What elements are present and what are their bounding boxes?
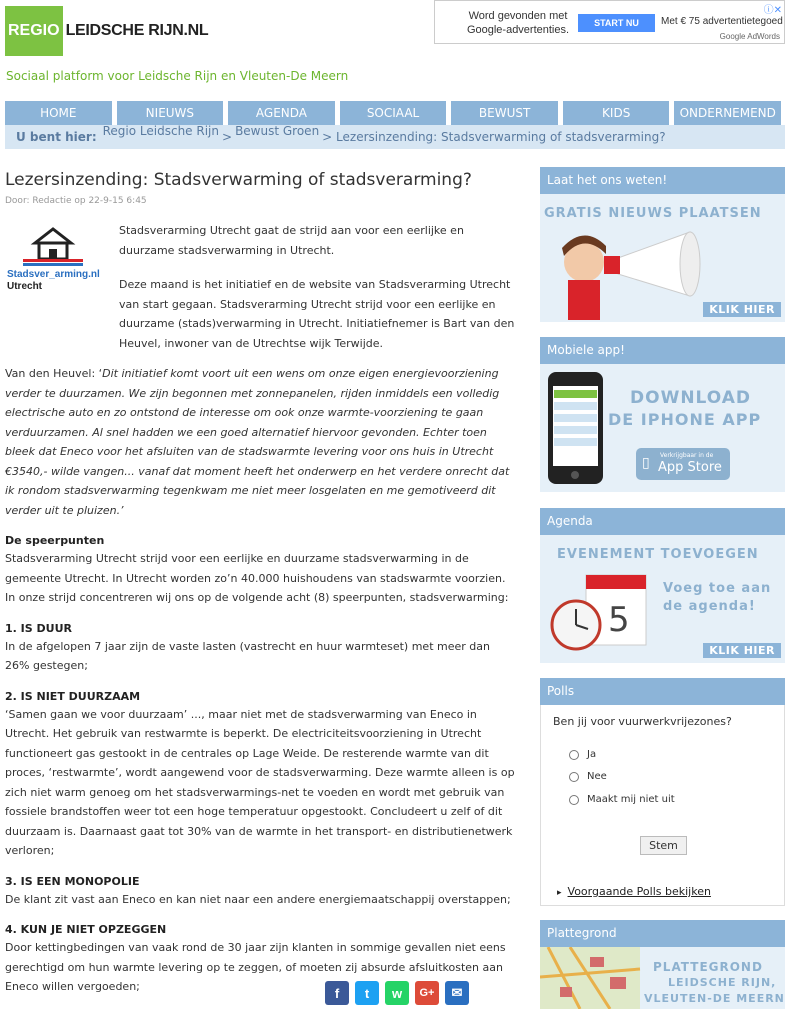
paragraph: De klant zit vast aan Eneco en kan niet naar een andere energiemaatschappij overstappen; bbox=[5, 892, 511, 906]
facebook-icon[interactable]: f bbox=[325, 981, 349, 1005]
nav-sociaal[interactable]: SOCIAAL bbox=[340, 101, 447, 125]
google-plus-icon[interactable]: G+ bbox=[415, 981, 439, 1005]
paragraph-text: Deze maand is het initiatief en de website van Stadsverarming Utrecht van start gegaan. Stadsverarming Utrecht strijd voor een eerlijke en duurzame (stads)verwarming in Utrecht. Initiatiefnemer is Bart van den Heuvel, inwoner van de Utrechtse wijk Terwijde. bbox=[119, 278, 515, 350]
svg-text:5: 5 bbox=[608, 600, 630, 640]
map-title: PLATTEGROND bbox=[653, 960, 763, 974]
agenda-text: de agenda! bbox=[663, 599, 756, 614]
widget-title: Mobiele app! bbox=[540, 337, 785, 364]
previous-polls-link[interactable]: ▸ Voorgaande Polls bekijken bbox=[557, 885, 711, 898]
mail-icon[interactable]: ✉ bbox=[445, 981, 469, 1005]
nav-home[interactable]: HOME bbox=[5, 101, 112, 125]
banner-text: GRATIS NIEUWS PLAATSEN bbox=[544, 206, 762, 221]
widget-title: Plattegrond bbox=[540, 920, 785, 947]
poll-option[interactable] bbox=[569, 749, 596, 760]
widget-title: Agenda bbox=[540, 508, 785, 535]
breadcrumb-home[interactable]: Regio Leidsche Rijn bbox=[102, 124, 219, 138]
iphone-app-banner[interactable] bbox=[540, 364, 785, 492]
klik-hier-button[interactable]: KLIK HIER bbox=[703, 302, 781, 317]
breadcrumb-current: > Lezersinzending: Stadsverwarming of stadsverarming? bbox=[322, 130, 666, 144]
poll-option-label: Ja bbox=[587, 749, 597, 760]
site-logo[interactable] bbox=[5, 5, 208, 57]
widget-agenda bbox=[540, 508, 785, 663]
ad-brand: Google AdWords bbox=[719, 32, 780, 41]
nav-ondernemend[interactable]: ONDERNEMEND bbox=[674, 101, 781, 125]
breadcrumb-sep: > bbox=[222, 130, 233, 144]
paragraph: Stadsverarming Utrecht gaat de strijd aan voor een eerlijke en duurzame stadsverwarming in Utrecht. bbox=[119, 224, 464, 257]
gratis-nieuws-banner[interactable] bbox=[540, 194, 785, 322]
quote-paragraph bbox=[5, 364, 515, 520]
radio-button[interactable] bbox=[569, 750, 579, 760]
ad-line1: Word gevonden met bbox=[468, 10, 568, 22]
article-title: Lezersinzending: Stadsverwarming of stadsverarming? bbox=[5, 170, 472, 190]
paragraph: Stadsverarming Utrecht strijd voor een eerlijke en duurzame stadsverwarming in de gemeente Utrecht. In Utrecht worden zo’n 40.000 huishoudens van stadswarmte voorzien. In onze strijd concentreren wij ons op de volgende acht (8) speerpunten, stadsverwarming: bbox=[5, 552, 509, 604]
ad-close-icon[interactable]: ⓘ✕ bbox=[763, 5, 782, 16]
section-heading: 1. IS DUUR bbox=[5, 621, 72, 635]
evenement-banner[interactable] bbox=[540, 535, 785, 663]
section-heading: 3. IS EEN MONOPOLIE bbox=[5, 874, 140, 888]
thumb-text: Stadsver_arming.nl bbox=[7, 269, 100, 280]
map-line3: VLEUTEN-DE MEERN bbox=[644, 992, 785, 1005]
radio-button[interactable] bbox=[569, 772, 579, 782]
nav-kids[interactable]: KIDS bbox=[563, 101, 670, 125]
twitter-icon[interactable]: t bbox=[355, 981, 379, 1005]
section-heading: De speerpunten bbox=[5, 534, 105, 547]
app-store-badge[interactable] bbox=[636, 448, 730, 480]
nav-bewust[interactable]: BEWUST bbox=[451, 101, 558, 125]
quote-prefix: Van den Heuvel: ‘ bbox=[5, 367, 103, 380]
poll-option-label: Maakt mij niet uit bbox=[587, 794, 675, 805]
voeg-toe-text: Voeg toe aan bbox=[663, 581, 772, 596]
klik-hier-button[interactable]: KLIK HIER bbox=[703, 643, 781, 658]
thumb-text-utrecht: Utrecht bbox=[7, 281, 43, 292]
poll-question: Ben jij voor vuurwerkvrijezones? bbox=[553, 715, 732, 728]
section-heading: 2. IS NIET DUURZAAM bbox=[5, 689, 141, 703]
article-intro bbox=[5, 221, 515, 353]
iphone-app-text: DE IPHONE APP bbox=[608, 410, 762, 429]
article bbox=[5, 170, 515, 997]
widget-title: Laat het ons weten! bbox=[540, 167, 785, 194]
whatsapp-icon[interactable]: w bbox=[385, 981, 409, 1005]
breadcrumb bbox=[5, 125, 785, 149]
ad-start-button[interactable]: START NU bbox=[578, 14, 655, 32]
poll-form bbox=[540, 705, 785, 906]
widget-title: Polls bbox=[540, 678, 785, 705]
download-text: DOWNLOAD bbox=[630, 388, 752, 408]
phone-icon: ▯ bbox=[642, 455, 650, 471]
map-line2: LEIDSCHE RIJN, bbox=[668, 976, 777, 989]
section-heading: 4. KUN JE NIET OPZEGGEN bbox=[5, 923, 167, 936]
app-store-label: App Store bbox=[658, 460, 722, 475]
evenement-text: EVENEMENT TOEVOEGEN bbox=[557, 547, 759, 562]
quote-text: Dit initiatief komt voort uit een wens om onze eigen energievoorziening verder te duurzamen. We zijn begonnen met zonnepanelen, rijden inmiddels een volledig electrische auto en zo ontstond de interesse om ook onze warmte-voorziening te gaan verduurzamen. Al snel hadden we een goed alternatief hiervoor gevonden. Echter toen bleek dat Eneco voor het afsluiten van de stadswarmte levering voor ons huis in Utrecht €3540,- wilde vangen... vanaf dat moment heeft het onderwerp en het verdere onrecht dat ik rondom stadsverwarming tegenkwam me niet meer losgelaten en me gemotiveerd dit verder uit te pluizen.’ bbox=[5, 367, 510, 517]
logo-regio: REGIO bbox=[5, 6, 63, 56]
poll-option[interactable] bbox=[569, 771, 607, 782]
radio-button[interactable] bbox=[569, 795, 579, 805]
ad-offer: Met € 75 advertentietegoed bbox=[661, 16, 783, 27]
main-nav bbox=[5, 101, 781, 125]
widget-nieuws bbox=[540, 167, 785, 322]
breadcrumb-bewust-groen[interactable]: Bewust Groen bbox=[235, 124, 320, 138]
article-meta: Door: Redactie op 22-9-15 6:45 bbox=[5, 196, 147, 206]
poll-option[interactable] bbox=[569, 794, 675, 805]
adwords-banner[interactable] bbox=[434, 0, 785, 44]
logo-name: LEIDSCHE RIJN.NL bbox=[65, 22, 209, 39]
plattegrond-banner[interactable] bbox=[540, 947, 785, 1009]
tagline: Sociaal platform voor Leidsche Rijn en Vleuten-De Meern bbox=[6, 69, 349, 83]
breadcrumb-label: U bent hier: bbox=[16, 130, 97, 144]
app-store-small: Verkrijgbaar in de bbox=[660, 452, 714, 459]
share-bar bbox=[325, 981, 469, 1005]
paragraph: ‘Samen gaan we voor duurzaam’ ..., maar niet met de stadsverwarming van Eneco in Utrecht. Het gebruik van restwarmte is beperkt. De electriciteitsvoorziening in Utrecht functioneert gas gestookt in de centrales op Lage Weide. De resterende warmte van dit proces, ‘restwarmte’, wordt aangewend voor de stadsverwarming. Deze warmte alleen is op zich niet warm genoeg om het stadsverwarmings-net te voeden en wordt met gebruik van fossiele brandstoffen weer tot een hoge temperatuur opgestookt. Concludeert u zelf of dit duurzaam is. Daarnaast gaat tot 30% van de warmte in het transport- en distributienetwerk verloren; bbox=[5, 707, 515, 857]
paragraph: Door kettingbedingen van vaak rond de 30 jaar zijn klanten in sommige gevallen niet eens gerechtigd om hun warmte levering op te zeggen, of moeten zij absurde afsluitkosten aan Eneco willen vergoeden; bbox=[5, 941, 506, 993]
ad-headline bbox=[453, 9, 583, 37]
nav-nieuws[interactable]: NIEUWS bbox=[117, 101, 224, 125]
widget-map bbox=[540, 920, 785, 1009]
ad-line2: Google-advertenties. bbox=[466, 24, 570, 36]
poll-option-label: Nee bbox=[587, 771, 607, 782]
article-thumbnail bbox=[5, 221, 105, 301]
nav-agenda[interactable]: AGENDA bbox=[228, 101, 335, 125]
widget-polls bbox=[540, 678, 785, 906]
paragraph: In de afgelopen 7 jaar zijn de vaste lasten (vastrecht en huur warmteset) met meer dan 26% gestegen; bbox=[5, 639, 490, 672]
widget-app bbox=[540, 337, 785, 492]
stem-button[interactable]: Stem bbox=[640, 836, 687, 855]
